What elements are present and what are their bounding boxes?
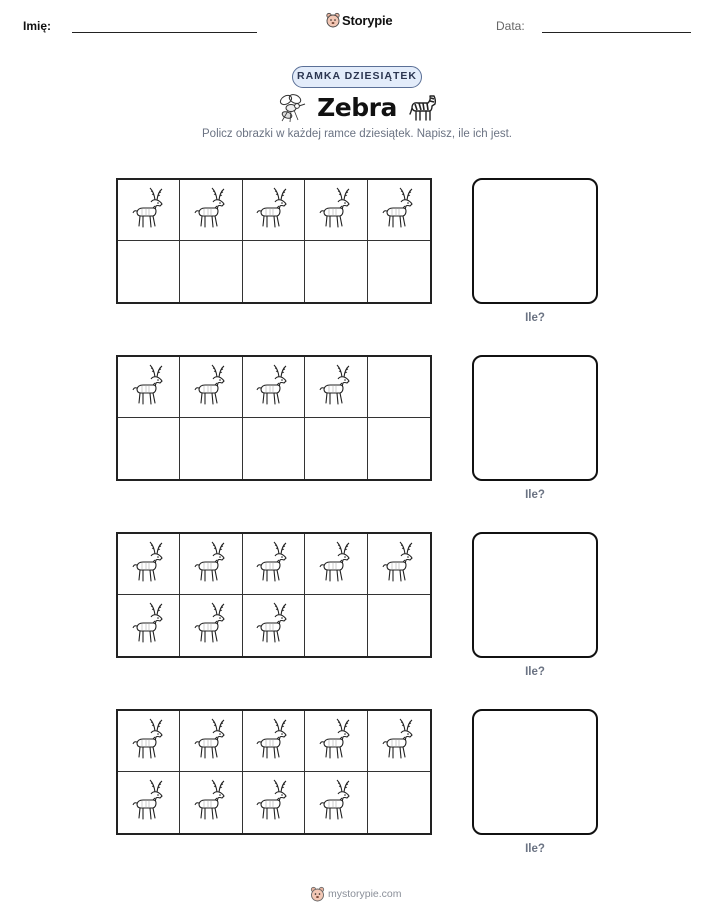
ten-frame-cell [118,418,180,479]
ten-frame-cell [305,241,367,302]
ten-frame-cell [180,595,242,656]
ten-frame-cell [243,241,305,302]
antelope-icon [316,186,356,235]
antelope-icon [253,540,293,589]
answer-box[interactable] [472,355,598,481]
title-row [0,91,714,125]
antelope-icon [253,186,293,235]
antelope-icon [129,601,169,650]
answer-box[interactable] [472,178,598,304]
antelope-icon [253,778,293,827]
antelope-icon [379,540,419,589]
answer-box[interactable] [472,709,598,835]
ten-frame-cell [368,418,430,479]
antelope-icon [129,363,169,412]
logo [326,12,392,28]
antelope-icon [316,717,356,766]
antelope-icon [379,186,419,235]
ten-frame [116,709,432,835]
antelope-icon [191,363,231,412]
antelope-icon [379,717,419,766]
ten-frame-cell [243,595,305,656]
antelope-icon [253,601,293,650]
footer-url: mystorypie.com [328,888,402,900]
ten-frame-cell [305,595,367,656]
ten-frame-cell [305,418,367,479]
ten-frame-cell [118,180,180,241]
date-label: Data: [496,19,525,33]
ten-frame-cell [243,180,305,241]
ten-frame-cell [180,772,242,833]
footer [310,886,402,902]
antelope-icon [191,186,231,235]
logo-text: Storypie [342,12,393,28]
antelope-icon [253,717,293,766]
ten-frame-cell [243,418,305,479]
zebra-icon [408,92,438,122]
antelope-icon [129,778,169,827]
ten-frame-cell [243,357,305,418]
ten-frame-cell [180,711,242,772]
antelope-icon [316,363,356,412]
antelope-icon [191,717,231,766]
antelope-icon [129,717,169,766]
ten-frame-cell [118,534,180,595]
antelope-icon [129,186,169,235]
answer-label: Ile? [525,312,545,324]
ten-frame-cell [180,357,242,418]
ten-frame-cell [368,357,430,418]
ten-frame-cell [118,772,180,833]
ten-frame-cell [305,180,367,241]
antelope-icon [253,363,293,412]
antelope-icon [191,540,231,589]
ten-frame-cell [243,711,305,772]
answer-label: Ile? [525,843,545,855]
ten-frame-cell [118,241,180,302]
ten-frame-cell [368,180,430,241]
ten-frame-cell [368,534,430,595]
bear-icon [310,886,325,902]
ten-frame [116,355,432,481]
antelope-icon [129,540,169,589]
antelope-icon [316,778,356,827]
name-line[interactable] [72,32,257,33]
antelope-icon [316,540,356,589]
answer-box[interactable] [472,532,598,658]
worksheet-type-badge: RAMKA DZIESIĄTEK [292,66,422,88]
ten-frame [116,532,432,658]
ten-frame-cell [368,595,430,656]
date-line[interactable] [542,32,691,33]
ten-frame-cell [368,711,430,772]
antelope-icon [191,601,231,650]
ten-frame-cell [243,534,305,595]
bear-icon [326,12,340,28]
page-title: Zebra [317,93,397,122]
name-label: Imię: [23,19,52,33]
ten-frame [116,178,432,304]
antelope-icon [191,778,231,827]
answer-label: Ile? [525,489,545,501]
instructions: Policz obrazki w każdej ramce dziesiątek. Napisz, ile ich jest. [202,128,512,140]
ten-frame-cell [368,241,430,302]
ten-frame-cell [305,772,367,833]
ten-frame-cell [243,772,305,833]
ten-frame-cell [180,418,242,479]
ten-frame-cell [180,534,242,595]
ten-frame-cell [118,711,180,772]
answer-label: Ile? [525,666,545,678]
ten-frame-cell [180,241,242,302]
ten-frame-cell [368,772,430,833]
ten-frame-cell [305,711,367,772]
ten-frame-cell [305,534,367,595]
ten-frame-cell [118,595,180,656]
ten-frame-cell [118,357,180,418]
ten-frame-cell [180,180,242,241]
ten-frame-cell [305,357,367,418]
